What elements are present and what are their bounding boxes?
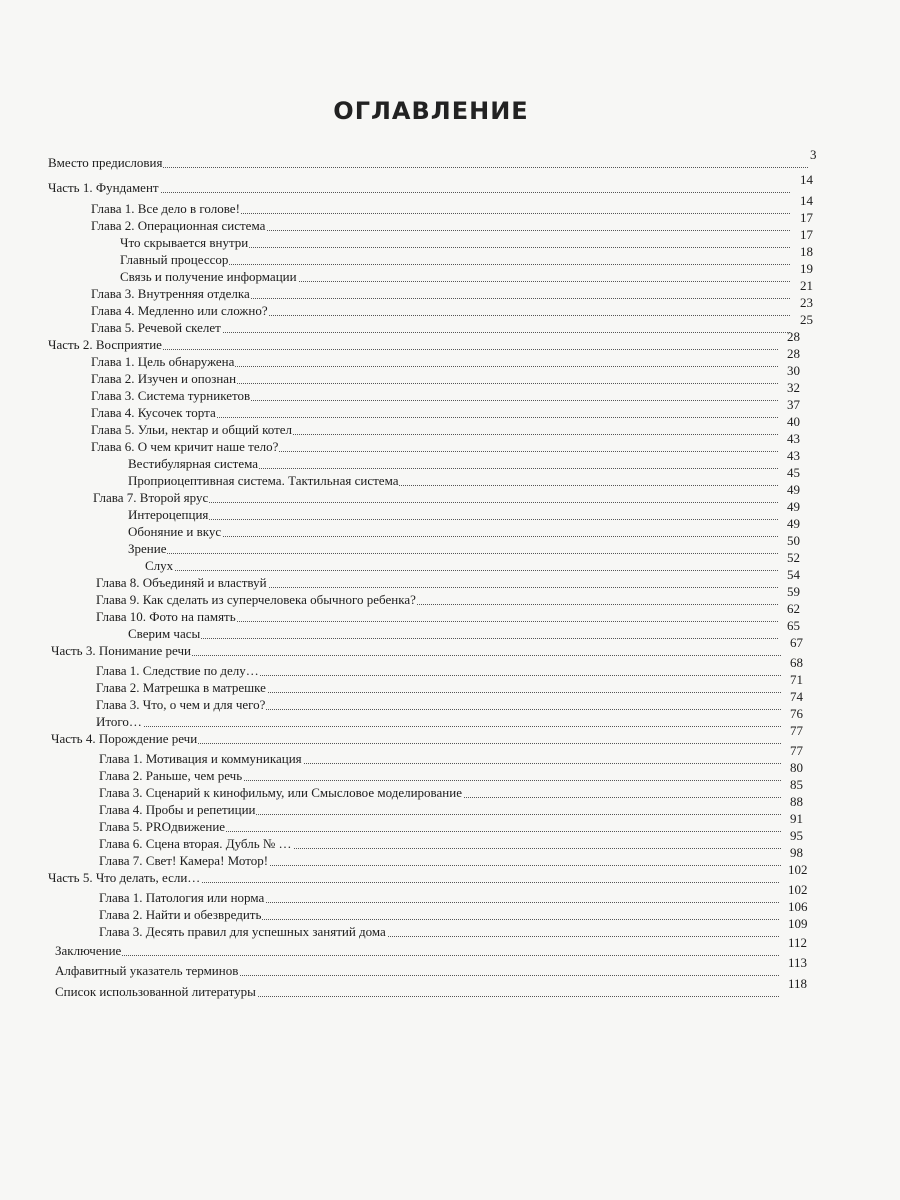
toc-entry [48,862,808,887]
toc-page-number: 14 [800,172,813,187]
toc-page-number: 49 [787,499,800,514]
toc-leader-dots [128,536,778,537]
toc-entry-label: Слух [145,558,174,573]
page-title: ОГЛАВЛЕНИЕ [333,97,529,125]
toc-entry-label: Глава 3. Сценарий к кинофильму, или Смысловое моделирование [99,785,462,800]
toc-entry-label: Глава 1. Все дело в голове! [91,201,240,216]
toc-page-number: 77 [790,743,803,758]
toc-page-number: 14 [800,193,813,208]
toc-entry [91,210,813,235]
toc-entry-label: Глава 9. Как сделать из суперчеловека обычного ребенка? [96,592,416,607]
toc-page-number: 98 [790,845,803,860]
toc-leader-dots [55,955,779,956]
toc-entry-label: Глава 1. Цель обнаружена [91,354,235,369]
toc-entry [91,431,800,456]
toc-page-number: 50 [787,533,800,548]
toc-page-number: 77 [790,723,803,738]
toc-page-number: 43 [787,431,800,446]
toc-page-number: 43 [787,448,800,463]
toc-entry [55,976,808,1001]
toc-page-number: 49 [787,482,800,497]
toc-entry-label: Интероцепция [128,507,209,522]
toc-entry [51,635,803,660]
toc-page-number: 32 [787,380,800,395]
toc-page-number: 3 [810,147,817,162]
toc-entry-label: Глава 5. PROдвижение [99,819,226,834]
toc-entry-label: Глава 1. Следствие по делу… [96,663,259,678]
toc-entry-label: Глава 3. Что, о чем и для чего? [96,697,266,712]
toc-entry-label: Список использованной литературы [55,984,256,999]
toc-entry-label: Глава 8. Объединяй и властвуй [96,575,267,590]
toc-page-number: 109 [788,916,808,931]
toc-entry [48,172,813,197]
toc-leader-dots [145,570,778,571]
toc-page-number: 76 [790,706,803,721]
toc-page-number: 54 [787,567,800,582]
toc-entry [99,916,808,941]
toc-entry-label: Алфавитный указатель терминов [55,963,239,978]
toc-page-number: 67 [790,635,803,650]
toc-page-number: 85 [790,777,803,792]
toc-entry-label: Глава 3. Внутренняя отделка [91,286,250,301]
toc-entry-label: Зрение [128,541,167,556]
toc-page-number: 17 [800,210,813,225]
toc-page-number: 40 [787,414,800,429]
toc-entry-label: Вестибулярная система [128,456,258,471]
toc-entry-label: Что скрывается внутри [120,235,249,250]
toc-page-number: 74 [790,689,803,704]
toc-page-number: 112 [788,935,808,950]
toc-entry-label: Итого… [96,714,142,729]
toc-entry-label: Глава 2. Раньше, чем речь [99,768,243,783]
toc-entry [55,955,808,980]
toc-entry [128,618,800,643]
toc-page-number: 62 [787,601,800,616]
toc-page-number: 45 [787,465,800,480]
toc-entry-label: Глава 5. Речевой скелет [91,320,221,335]
toc-entry-label: Глава 3. Система турникетов [91,388,251,403]
toc-entry-label: Заключение [55,943,122,958]
toc-entry-label: Обоняние и вкус [128,524,222,539]
toc-entry-label: Глава 6. Сцена вторая. Дубль № … [99,836,292,851]
toc-entry-label: Часть 2. Восприятие [48,337,162,352]
toc-leader-dots [96,726,781,727]
toc-entry-label: Часть 1. Фундамент [48,180,159,195]
toc-entry-label: Вместо предисловия [48,155,163,170]
toc-entry-label: Глава 10. Фото на память [96,609,236,624]
toc-page-number: 106 [788,899,808,914]
toc-page-number: 28 [787,346,800,361]
toc-entry-label: Глава 1. Мотивация и коммуникация [99,751,302,766]
toc-entry-label: Глава 4. Пробы и репетиции [99,802,256,817]
toc-page-number: 80 [790,760,803,775]
toc-page-number: 88 [790,794,803,809]
toc-leader-dots [128,638,778,639]
toc-entry-label: Глава 4. Кусочек торта [91,405,216,420]
toc-entry-label: Сверим часы [128,626,201,641]
toc-entry-label: Глава 1. Патология или норма [99,890,265,905]
toc-entry [48,147,817,172]
toc-page-number: 28 [787,329,800,344]
toc-page-number: 95 [790,828,803,843]
toc-entry-label: Часть 5. Что делать, если… [48,870,201,885]
toc-page-number: 118 [788,976,808,991]
toc-entry-label: Глава 5. Ульи, нектар и общий котел [91,422,293,437]
toc-entry-label: Глава 4. Медленно или сложно? [91,303,268,318]
toc-page-number: 68 [790,655,803,670]
toc-entry-label: Проприоцептивная система. Тактильная система [128,473,399,488]
toc-entry [51,723,803,748]
toc-page-number: 18 [800,244,813,259]
toc-entry [99,845,803,870]
toc-page-number: 19 [800,261,813,276]
toc-entry [55,935,808,960]
toc-leader-dots [128,519,778,520]
toc-entry-label: Глава 2. Операционная система [91,218,266,233]
toc-entry [128,499,800,524]
toc-page-number: 102 [788,882,808,897]
toc-page-number: 25 [800,312,813,327]
toc-entry-label: Глава 3. Десять правил для успешных занятий дома [99,924,386,939]
toc-entry-label: Глава 2. Изучен и опознан [91,371,237,386]
toc-entry-label: Связь и получение информации [120,269,297,284]
toc-entry [93,482,800,507]
toc-page-number: 91 [790,811,803,826]
toc-page-number: 102 [788,862,808,877]
toc-page-number: 17 [800,227,813,242]
toc-entry-label: Главный процессор [120,252,229,267]
toc-page-number: 37 [787,397,800,412]
toc-page-number: 30 [787,363,800,378]
toc-page-number: 21 [800,278,813,293]
toc-page-number: 59 [787,584,800,599]
toc-entry-label: Глава 6. О чем кричит наше тело? [91,439,279,454]
toc-page-number: 65 [787,618,800,633]
toc-entry-label: Часть 3. Понимание речи [51,643,191,658]
toc-page-number: 52 [787,550,800,565]
toc-page-number: 23 [800,295,813,310]
toc-entry-label: Глава 7. Свет! Камера! Мотор! [99,853,269,868]
toc-entry-label: Глава 2. Матрешка в матрешке [96,680,266,695]
toc-entry-label: Часть 4. Порождение речи [51,731,198,746]
toc-entry-label: Глава 7. Второй ярус [93,490,209,505]
toc-entry-label: Глава 2. Найти и обезвредить [99,907,262,922]
toc-page-number: 49 [787,516,800,531]
toc-leader-dots [128,553,778,554]
toc-page-number: 113 [788,955,808,970]
toc-entry [48,329,800,354]
toc-page-number: 71 [790,672,803,687]
